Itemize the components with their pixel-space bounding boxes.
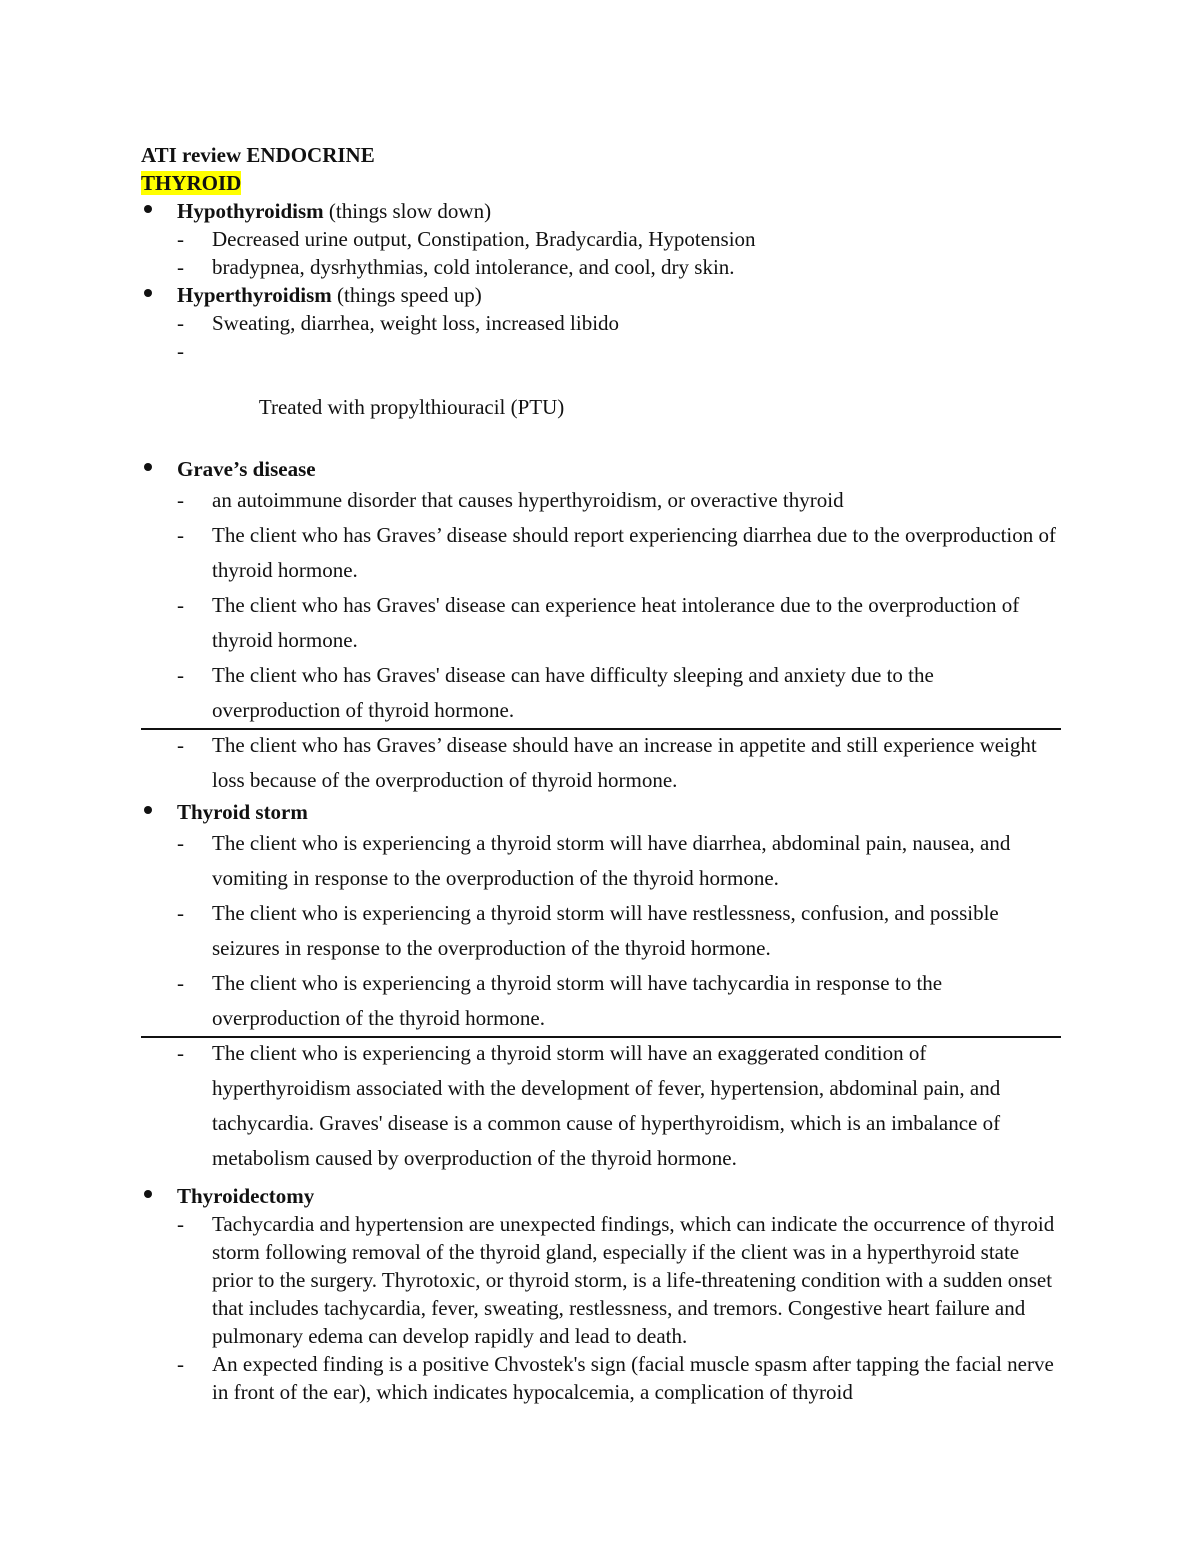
list-item <box>177 826 1061 896</box>
list-item <box>177 658 1061 728</box>
list-item-text: Treated with propylthiouracil (PTU) <box>254 395 565 419</box>
list-item-text: Sweating, diarrhea, weight loss, increased libido <box>212 311 620 335</box>
list-item-text: an autoimmune disorder that causes hyperthyroidism, or overactive thyroid <box>212 488 844 512</box>
topic-graves-disease <box>141 455 1061 798</box>
bullet-icon <box>141 455 177 483</box>
list-item-text: bradypnea, dysrhythmias, cold intolerance, and cool, dry skin. <box>212 255 735 279</box>
topic-name: Grave’s disease <box>177 457 316 481</box>
topic-name: Hypothyroidism <box>177 199 324 223</box>
list-item-text: Tachycardia and hypertension are unexpected findings, which can indicate the occurrence of thyroid storm following removal of the thyroid gland, especially if the client was in a hyperthyroid state prior to the surgery. Thyrotoxic, or thyroid storm, is a life-threatening condition with a sudden onset that includes tachycardia, fever, sweating, restlessness, and tremors. Congestive heart failure and pulmonary edema can develop rapidly and lead to death. <box>212 1212 1055 1348</box>
topic-name: Thyroid storm <box>177 800 308 824</box>
dash-marker: - <box>177 901 184 925</box>
topic-thyroid-storm <box>141 798 1061 1176</box>
list-item-text: The client who has Graves’ disease should report experiencing diarrhea due to the overproduction of thyroid hormone. <box>212 523 1056 582</box>
topic-heading <box>177 281 1061 309</box>
dash-marker: - <box>177 1352 184 1376</box>
bullet-icon <box>141 798 177 826</box>
list-item-text: The client who has Graves’ disease should have an increase in appetite and still experience weight loss because of the overproduction of thyroid hormone. <box>212 733 1037 792</box>
list-item <box>177 728 1061 798</box>
list-item <box>177 518 1061 588</box>
dash-marker: - <box>177 339 184 363</box>
dash-marker: - <box>177 971 184 995</box>
dash-marker: - <box>177 255 184 279</box>
list-item-text: Decreased urine output, Constipation, Bradycardia, Hypotension <box>212 227 756 251</box>
list-item <box>177 225 1061 253</box>
topic-heading <box>177 798 1061 826</box>
list-item <box>177 966 1061 1036</box>
list-item-text: The client who has Graves' disease can have difficulty sleeping and anxiety due to the overproduction of thyroid hormone. <box>212 663 934 722</box>
bullet-icon <box>141 197 177 225</box>
topic-heading <box>177 455 1061 483</box>
topic-hyperthyroidism <box>141 281 1061 449</box>
topic-name: Thyroidectomy <box>177 1184 315 1208</box>
topic-note: (things slow down) <box>323 199 492 223</box>
list-item <box>177 1210 1061 1350</box>
list-item <box>177 588 1061 658</box>
topic-name: Hyperthyroidism <box>177 283 332 307</box>
dash-marker: - <box>177 311 184 335</box>
dash-marker: - <box>177 663 184 687</box>
list-item <box>177 1350 1061 1406</box>
section-heading <box>141 169 1061 197</box>
list-item-text: The client who is experiencing a thyroid storm will have diarrhea, abdominal pain, nausea, and vomiting in response to the overproduction of the thyroid hormone. <box>212 831 1011 890</box>
dash-marker: - <box>177 733 184 757</box>
highlighted-heading-text: THYROID <box>141 171 242 195</box>
dash-marker: - <box>177 1212 184 1236</box>
list-item <box>177 483 1061 518</box>
list-item-text: The client who is experiencing a thyroid storm will have tachycardia in response to the overproduction of the thyroid hormone. <box>212 971 943 1030</box>
list-item <box>177 1036 1061 1176</box>
list-item-text: The client who has Graves' disease can experience heat intolerance due to the overproduction of thyroid hormone. <box>212 593 1020 652</box>
dash-marker: - <box>177 1041 184 1065</box>
list-item <box>177 253 1061 281</box>
document-title: ATI review ENDOCRINE <box>141 143 375 167</box>
topic-thyroidectomy <box>141 1182 1061 1406</box>
list-item <box>177 896 1061 966</box>
dash-marker: - <box>177 831 184 855</box>
topic-note: (things speed up) <box>331 283 482 307</box>
list-item-text: The client who is experiencing a thyroid storm will have restlessness, confusion, and possible seizures in response to the overproduction of the thyroid hormone. <box>212 901 999 960</box>
list-item <box>177 337 1061 449</box>
list-item <box>177 309 1061 337</box>
bullet-icon <box>141 281 177 309</box>
list-item-text: The client who is experiencing a thyroid storm will have an exaggerated condition of hyperthyroidism associated with the development of fever, hypertension, abdominal pain, and tachycardia. Graves' disease is a common cause of hyperthyroidism, which is an imbalance of metabolism caused by overproduction of the thyroid hormone. <box>212 1041 1001 1170</box>
dash-marker: - <box>177 523 184 547</box>
list-item-text: An expected finding is a positive Chvostek's sign (facial muscle spasm after tapping the facial nerve in front of the ear), which indicates hypocalcemia, a complication of thyroid <box>212 1352 1054 1404</box>
dash-marker: - <box>177 593 184 617</box>
dash-marker: - <box>177 488 184 512</box>
dash-marker: - <box>177 227 184 251</box>
bullet-icon <box>141 1182 177 1210</box>
topic-hypothyroidism <box>141 197 1061 281</box>
document-body <box>141 141 1061 1406</box>
topic-heading <box>177 197 1061 225</box>
topic-heading <box>177 1182 1061 1210</box>
